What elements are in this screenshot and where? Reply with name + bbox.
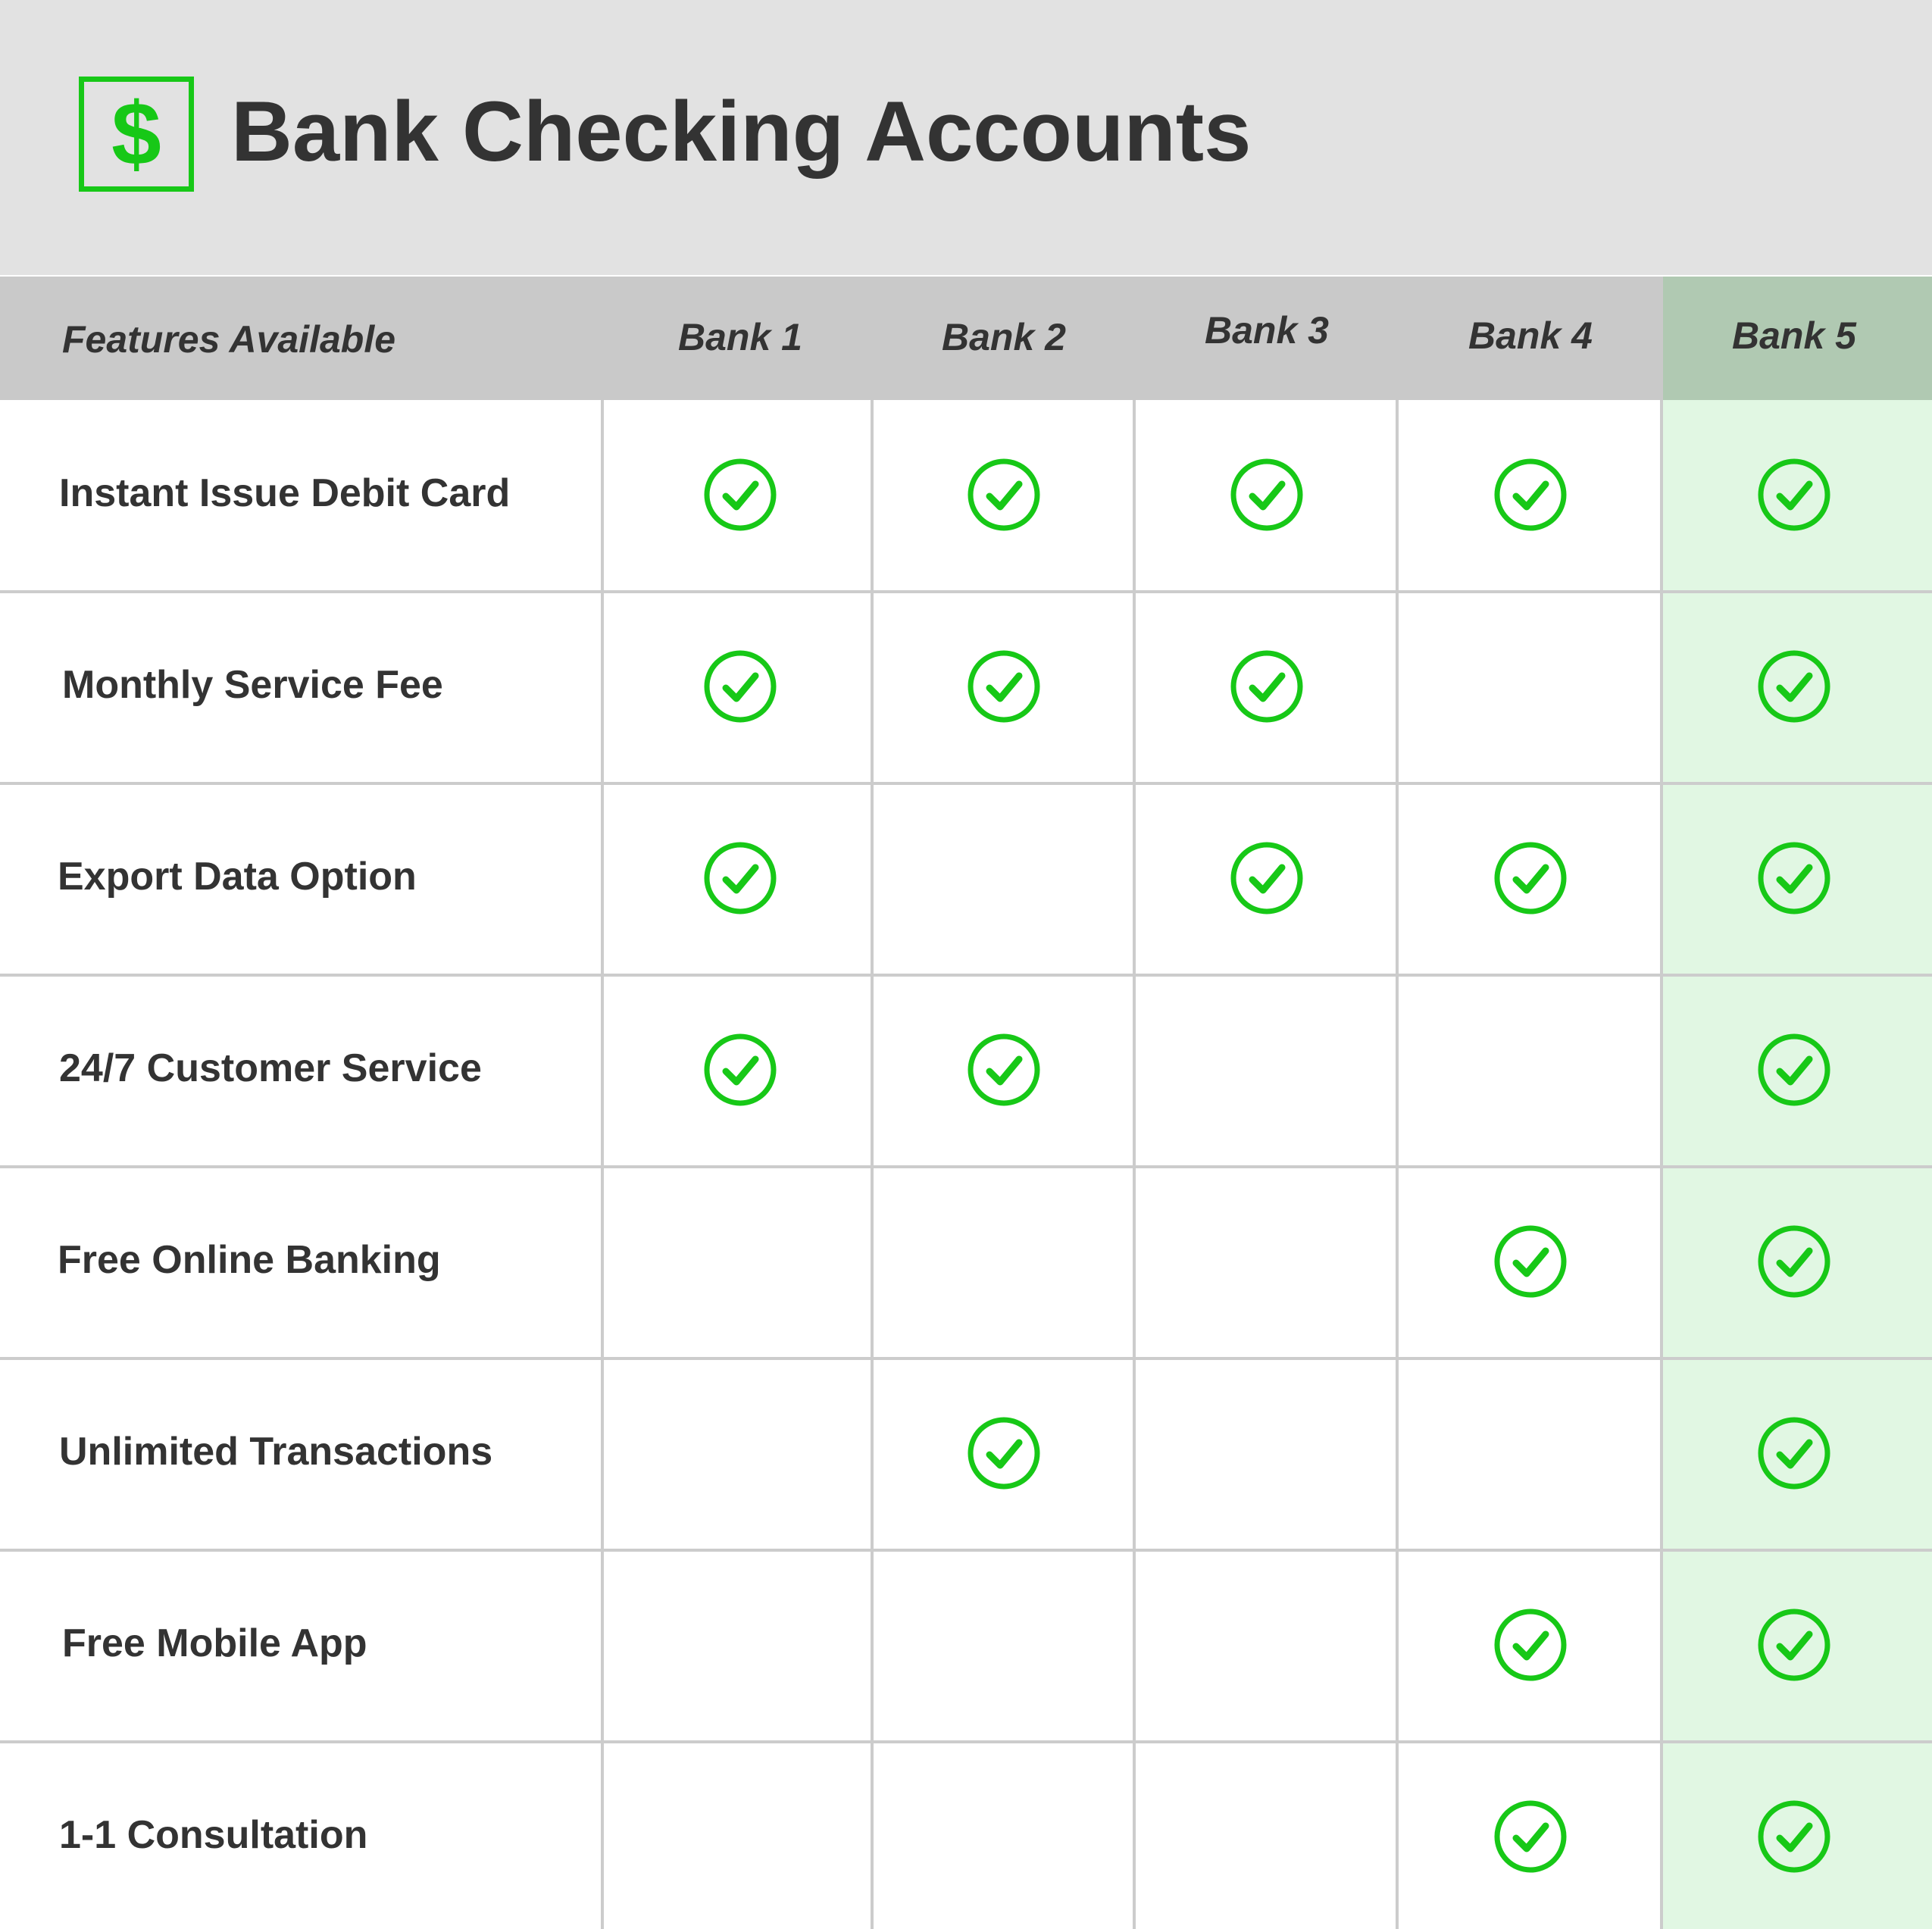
row-divider (0, 1165, 1932, 1168)
column-header-3: Bank 3 (1205, 309, 1329, 352)
check-circle-icon (1756, 1415, 1832, 1491)
check-circle-icon (1493, 1607, 1568, 1683)
column-header-1: Bank 1 (678, 316, 802, 358)
feature-label: 24/7 Customer Service (59, 1046, 482, 1090)
row-divider (0, 1357, 1932, 1360)
column-header-2: Bank 2 (942, 316, 1066, 358)
column-divider (601, 400, 604, 1929)
column-divider (871, 400, 874, 1929)
check-circle-icon (1756, 1032, 1832, 1108)
feature-label: Monthly Service Fee (62, 662, 443, 707)
column-divider (1396, 400, 1399, 1929)
feature-label: 1-1 Consultation (59, 1812, 368, 1857)
check-circle-icon (966, 649, 1042, 724)
check-circle-icon (966, 1032, 1042, 1108)
column-header-5: Bank 5 (1732, 314, 1856, 357)
feature-label: Unlimited Transactions (59, 1429, 493, 1474)
feature-label: Free Online Banking (58, 1237, 441, 1282)
check-circle-icon (966, 1415, 1042, 1491)
check-circle-icon (702, 457, 778, 533)
features-header-label: Features Available (62, 318, 396, 361)
row-divider (0, 782, 1932, 785)
check-circle-icon (1493, 1224, 1568, 1299)
dollar-sign-icon (79, 77, 194, 192)
feature-label: Export Data Option (58, 854, 417, 899)
feature-label: Free Mobile App (62, 1621, 367, 1665)
row-divider (0, 974, 1932, 977)
check-circle-icon (1756, 1224, 1832, 1299)
check-circle-icon (702, 649, 778, 724)
check-circle-icon (1756, 1799, 1832, 1874)
check-circle-icon (1756, 840, 1832, 916)
feature-label: Instant Issue Debit Card (59, 471, 511, 515)
check-circle-icon (1229, 840, 1305, 916)
check-circle-icon (1756, 1607, 1832, 1683)
row-divider (0, 590, 1932, 593)
check-circle-icon (702, 1032, 778, 1108)
check-circle-icon (1756, 457, 1832, 533)
check-circle-icon (1493, 840, 1568, 916)
logo-symbol: $ (111, 84, 161, 184)
row-divider (0, 1740, 1932, 1743)
column-header-4: Bank 4 (1468, 314, 1593, 357)
highlighted-column-background (1662, 400, 1932, 1929)
check-circle-icon (1493, 1799, 1568, 1874)
check-circle-icon (1229, 457, 1305, 533)
page-header (0, 0, 1932, 275)
page-title: Bank Checking Accounts (231, 84, 1252, 179)
check-circle-icon (702, 840, 778, 916)
column-divider (1133, 400, 1136, 1929)
check-circle-icon (1229, 649, 1305, 724)
check-circle-icon (966, 457, 1042, 533)
row-divider (0, 1549, 1932, 1552)
column-divider (1660, 400, 1663, 1929)
check-circle-icon (1493, 457, 1568, 533)
check-circle-icon (1756, 649, 1832, 724)
